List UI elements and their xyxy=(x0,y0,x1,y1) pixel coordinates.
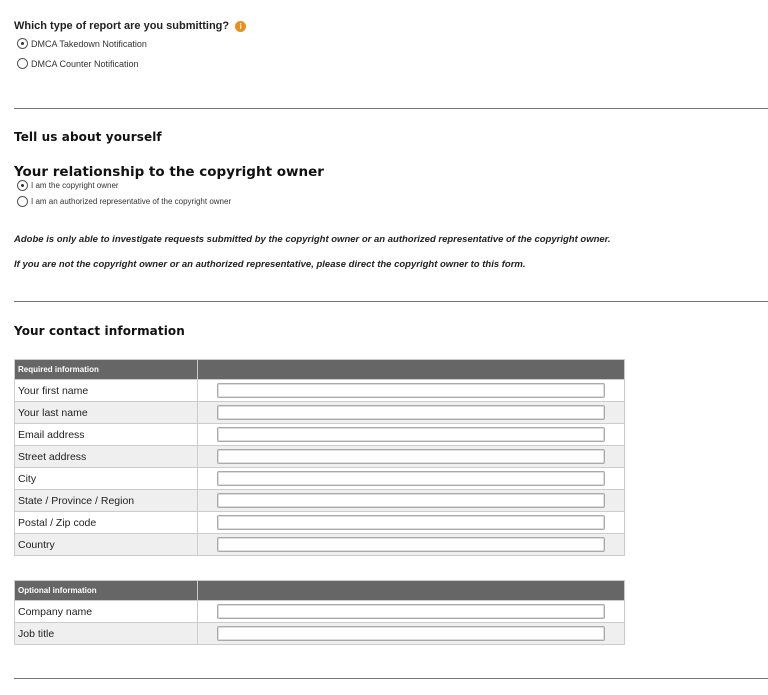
info-icon[interactable]: i xyxy=(235,21,246,32)
divider xyxy=(14,301,768,302)
table-header-label: Required information xyxy=(15,360,198,380)
question-text: Which type of report are you submitting? xyxy=(14,20,230,32)
radio-button[interactable] xyxy=(17,58,28,69)
field-label-last-name: Your last name xyxy=(15,402,198,424)
field-label-email: Email address xyxy=(15,424,198,446)
email-input[interactable] xyxy=(217,427,605,442)
table-header xyxy=(15,581,625,601)
radio-dmca-counter[interactable] xyxy=(17,58,139,69)
field-label-company: Company name xyxy=(15,601,198,623)
field-label-country: Country xyxy=(15,534,198,556)
radio-label: I am an authorized representative of the copyright owner xyxy=(31,197,232,206)
radio-copyright-owner[interactable] xyxy=(17,180,119,191)
table-row xyxy=(15,380,625,402)
table-row xyxy=(15,490,625,512)
table-header-blank xyxy=(198,360,625,380)
radio-label: DMCA Takedown Notification xyxy=(31,38,147,49)
field-label-job-title: Job title xyxy=(15,623,198,645)
divider xyxy=(14,678,768,679)
field-label-state: State / Province / Region xyxy=(15,490,198,512)
field-label-first-name: Your first name xyxy=(15,380,198,402)
table-header xyxy=(15,360,625,380)
table-row xyxy=(15,402,625,424)
first-name-input[interactable] xyxy=(217,383,605,398)
radio-dmca-takedown[interactable] xyxy=(17,38,147,49)
radio-authorized-rep[interactable] xyxy=(17,196,231,207)
radio-label: I am the copyright owner xyxy=(31,181,119,190)
table-row xyxy=(15,512,625,534)
report-type-question xyxy=(14,20,246,32)
country-input[interactable] xyxy=(217,537,605,552)
state-input[interactable] xyxy=(217,493,605,508)
radio-button[interactable] xyxy=(17,38,28,49)
table-row xyxy=(15,424,625,446)
city-input[interactable] xyxy=(217,471,605,486)
table-row xyxy=(15,446,625,468)
street-address-input[interactable] xyxy=(217,449,605,464)
radio-label: DMCA Counter Notification xyxy=(31,58,139,69)
table-row xyxy=(15,623,625,645)
divider xyxy=(14,108,768,109)
postal-code-input[interactable] xyxy=(217,515,605,530)
radio-button[interactable] xyxy=(17,180,28,191)
field-label-city: City xyxy=(15,468,198,490)
table-header-label: Optional information xyxy=(15,581,198,601)
note-redirect: If you are not the copyright owner or an authorized representative, please direct the copyright owner to this form. xyxy=(14,259,526,270)
section-title-contact: Your contact information xyxy=(14,324,185,338)
job-title-input[interactable] xyxy=(217,626,605,641)
company-name-input[interactable] xyxy=(217,604,605,619)
relationship-title: Your relationship to the copyright owner xyxy=(14,164,324,180)
table-header-blank xyxy=(198,581,625,601)
optional-info-table xyxy=(14,580,625,645)
section-title-about: Tell us about yourself xyxy=(14,130,162,144)
note-eligibility: Adobe is only able to investigate requests submitted by the copyright owner or an authorized representative of the copyright owner. xyxy=(14,234,611,245)
table-row xyxy=(15,534,625,556)
field-label-postal: Postal / Zip code xyxy=(15,512,198,534)
radio-button[interactable] xyxy=(17,196,28,207)
table-row xyxy=(15,601,625,623)
required-info-table xyxy=(14,359,625,556)
table-row xyxy=(15,468,625,490)
field-label-street: Street address xyxy=(15,446,198,468)
last-name-input[interactable] xyxy=(217,405,605,420)
